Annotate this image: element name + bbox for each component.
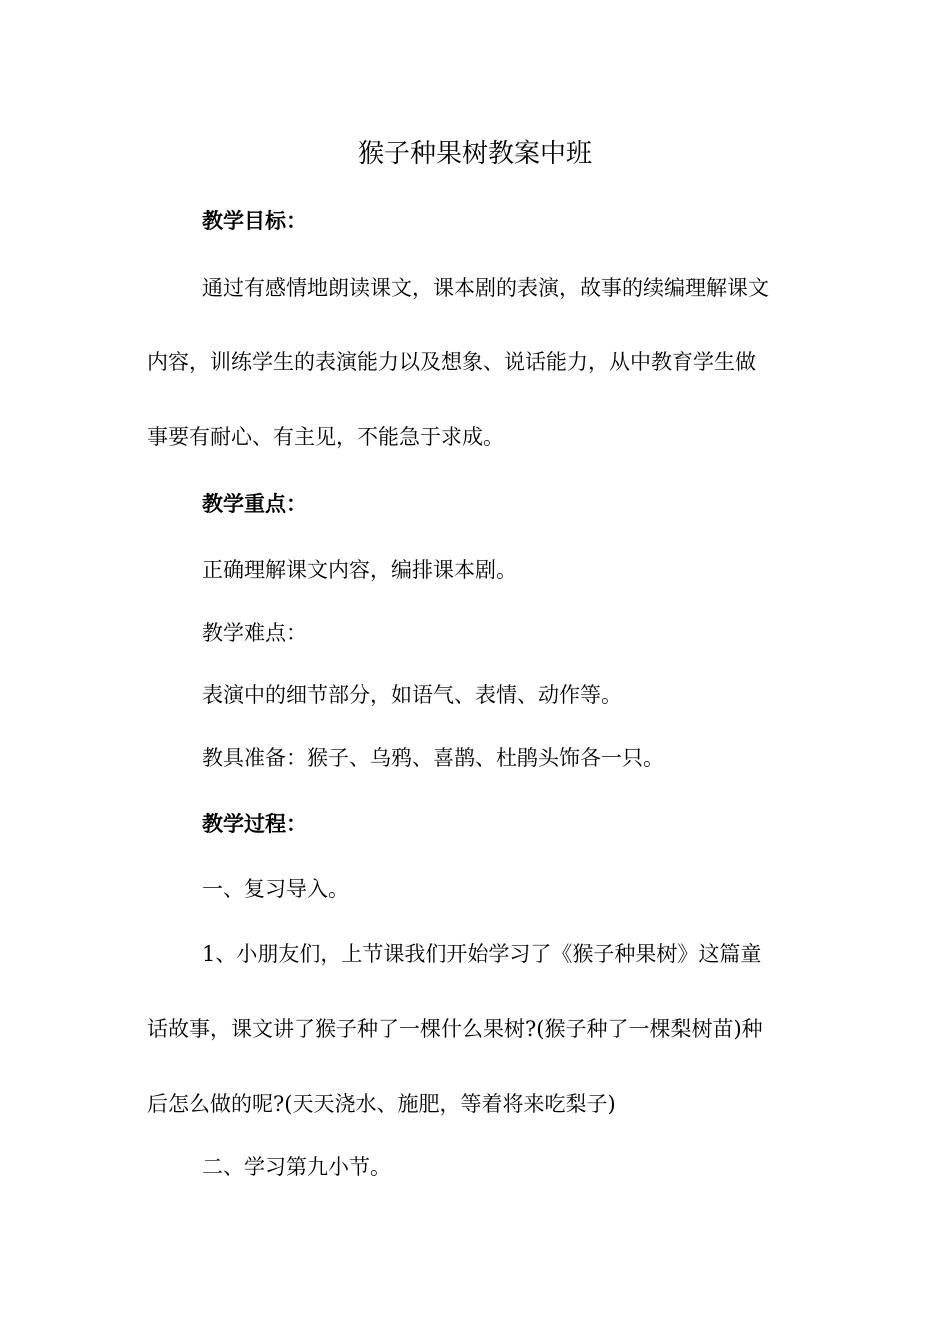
step1-paragraph-line: 1、小朋友们，上节课我们开始学习了《猴子种果树》这篇童: [202, 942, 762, 966]
objectives-paragraph-line: 事要有耐心、有主见，不能急于求成。: [147, 425, 504, 449]
objectives-heading: 教学目标：: [202, 208, 307, 233]
objectives-paragraph-line: 通过有感情地朗读课文，课本剧的表演，故事的续编理解课文: [202, 276, 769, 300]
objectives-paragraph-line: 内容，训练学生的表演能力以及想象、说话能力，从中教育学生做: [147, 350, 756, 374]
key-points-heading: 教学重点：: [202, 491, 307, 516]
step1-paragraph-line: 话故事，课文讲了猴子种了一棵什么果树?(猴子种了一棵梨树苗)种: [147, 1017, 763, 1041]
difficulties-text: 表演中的细节部分，如语气、表情、动作等。: [202, 683, 622, 707]
document-title: 猴子种果树教案中班: [357, 139, 592, 169]
step1-heading: 一、复习导入。: [202, 877, 349, 901]
process-heading: 教学过程：: [202, 811, 307, 836]
key-points-text: 正确理解课文内容，编排课本剧。: [202, 558, 517, 582]
materials-text: 教具准备：猴子、乌鸦、喜鹊、杜鹃头饰各一只。: [202, 746, 664, 770]
difficulties-heading: 教学难点：: [202, 621, 307, 645]
step2-heading: 二、学习第九小节。: [202, 1155, 391, 1179]
step1-paragraph-line: 后怎么做的呢?(天天浇水、施肥，等着将来吃梨子): [147, 1092, 616, 1116]
